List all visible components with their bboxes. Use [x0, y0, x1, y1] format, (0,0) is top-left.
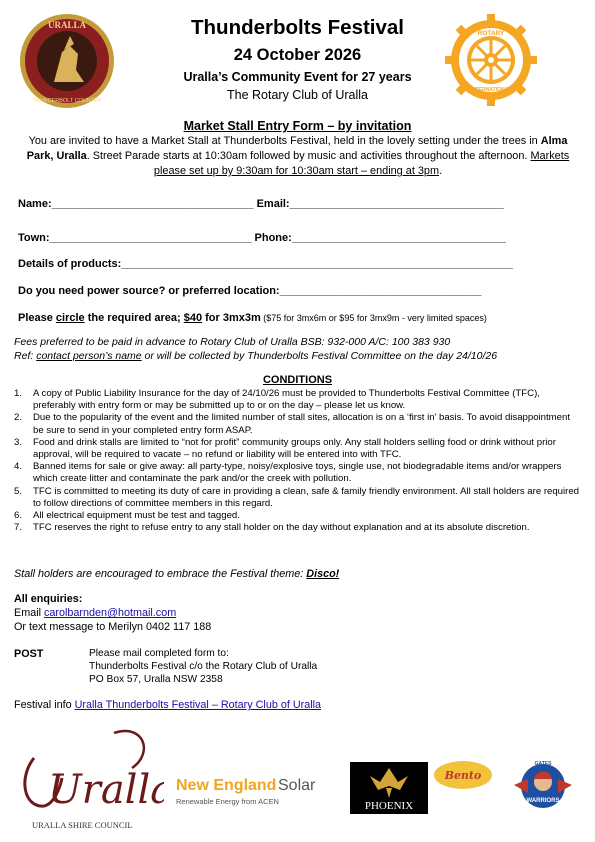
enquiries-title: All enquiries:: [14, 593, 83, 605]
badge-top-text: URALLA: [47, 20, 87, 30]
intro-location: Alma Park, Uralla: [26, 135, 568, 162]
condition-number: 2.: [14, 412, 23, 424]
uralla-wordmark: Uralla: [48, 767, 164, 813]
warriors-logo: [512, 755, 574, 817]
organiser: The Rotary Club of Uralla: [226, 88, 369, 102]
conditions-list: [14, 388, 582, 534]
solar-name-1: New England: [176, 777, 277, 794]
town-label: Town:: [18, 232, 50, 244]
badge-bottom-text: THUNDERBOLT COUNTRY: [32, 98, 102, 104]
condition-item: [14, 486, 582, 510]
event-subtitle: Uralla’s Community Event for 27 years: [183, 70, 412, 84]
condition-number: 1.: [14, 388, 23, 399]
bento-logo: [432, 757, 494, 793]
enquiries-email-line: [14, 606, 211, 620]
power-row: [18, 285, 578, 297]
condition-text: Food and drink stalls are limited to “not for profit” community groups only. Any stall holders selling food or drink without prior approval, will be required to vacate – no refund or liability will be entered into with TFC.: [33, 436, 556, 461]
condition-item: [14, 510, 582, 522]
conditions-title: CONDITIONS: [262, 374, 333, 386]
condition-text: A copy of Public Liability Insurance for the day of 24/10/26 must be provided to Thunderbolts Festival Committee (TFC), preferably with entry form or may be submitted up to or on the day – please let us know.: [33, 388, 540, 412]
condition-text: TFC is committed to meeting its duty of care in providing a clean, safe & family friendly environment. All stall holders are required to follow directions of committee members in this regard.: [33, 485, 580, 509]
condition-text: Due to the popularity of the event and the limited number of stall sites, allocation is on a ‘first in’ basis. To avoid disappointment be sure to send in your completed entry form ASAP.: [33, 412, 571, 436]
price-size: for 3mx3m: [202, 312, 261, 324]
solar-name-2: Solar: [278, 777, 316, 794]
price-circle: circle: [55, 312, 85, 324]
products-label: Details of products:: [18, 258, 122, 270]
rotary-bottom-text: INTERNATIONAL: [470, 87, 512, 93]
price-row: [18, 312, 487, 324]
theme-text: Stall holders are encouraged to embrace the Festival theme:: [14, 568, 307, 580]
new-england-solar-logo: [176, 772, 336, 812]
form-title: Market Stall Entry Form – by invitation: [183, 119, 412, 133]
bento-badge-icon: [432, 757, 494, 793]
email-field[interactable]: ___________________________________: [289, 198, 504, 210]
post-label: POST: [14, 648, 44, 660]
uralla-script-logo-icon: [14, 728, 164, 832]
condition-text: All electrical equipment must be test and tagged.: [33, 510, 240, 522]
email-link[interactable]: carolbarnden@hotmail.com: [44, 607, 177, 619]
condition-item: [14, 412, 582, 436]
warriors-badge-icon: [512, 755, 574, 817]
condition-item: [14, 461, 582, 485]
intro-setup-times: Markets please set up by 9:30am for 10:30am start – ending at 3pm: [153, 150, 570, 177]
condition-number: 3.: [14, 436, 23, 448]
condition-text: TFC reserves the right to refuse entry to any stall holder on the day without explanation and at its absolute discretion.: [33, 522, 530, 534]
power-label: Do you need power source? or preferred location:: [18, 285, 280, 297]
ref-contact: contact person’s name: [36, 350, 142, 362]
page-title: Thunderbolts Festival: [191, 16, 404, 39]
condition-number: 6.: [14, 510, 23, 522]
warriors-wordmark: WARRIORS: [526, 798, 560, 804]
phoenix-bird-icon: [350, 762, 428, 814]
condition-number: 7.: [14, 522, 23, 534]
price-main[interactable]: $40: [183, 312, 203, 324]
name-email-row: [18, 198, 578, 210]
post-address: [89, 648, 317, 686]
price-required: the required area;: [84, 312, 184, 324]
intro-end: .: [439, 165, 443, 177]
fees-line-1: Fees preferred to be paid in advance to Rotary Club of Uralla BSB: 932-000 A/C: 100 383 930: [14, 336, 451, 348]
intro-text-2: . Street Parade starts at 10:30am followed by music and activities throughout the afternoon.: [86, 150, 531, 162]
price-please: Please: [18, 312, 56, 324]
festival-info-prefix: Festival info: [14, 699, 75, 711]
products-field[interactable]: ________________________________________________________________: [121, 258, 513, 270]
fees-note: [14, 335, 584, 363]
bento-wordmark: Bento: [444, 769, 482, 782]
price-options: ($75 for 3mx6m or $95 for 3mx9m - very limited spaces): [260, 313, 487, 323]
solar-tagline: Renewable Energy from ACEN: [176, 797, 279, 806]
phoenix-logo: [350, 762, 428, 814]
town-field[interactable]: _________________________________: [49, 232, 252, 244]
festival-info-link[interactable]: Uralla Thunderbolts Festival – Rotary Club of Uralla: [74, 699, 322, 711]
phoenix-wordmark: PHOENIX: [364, 800, 414, 812]
enquiries: [14, 592, 211, 634]
theme-value: Disco!: [306, 568, 340, 580]
email-label: Email:: [256, 198, 290, 210]
event-date: 24 October 2026: [233, 46, 362, 64]
uralla-shire-logo: [14, 728, 164, 832]
ref-suffix: or will be collected by Thunderbolts Festival Committee on the day 24/10/26: [141, 350, 498, 362]
condition-item: [14, 437, 582, 461]
town-phone-row: [18, 232, 578, 244]
enquiries-text-line: Or text message to Merilyn 0402 117 188: [14, 621, 212, 633]
email-prefix: Email: [14, 607, 44, 619]
warriors-top-text: GATES: [534, 761, 552, 767]
solar-logo-icon: [176, 772, 336, 812]
name-field[interactable]: _________________________________: [51, 198, 254, 210]
fees-line-2: [14, 349, 584, 363]
condition-item: [14, 388, 582, 412]
uralla-caption: URALLA SHIRE COUNCIL: [32, 820, 133, 830]
phone-label: Phone:: [254, 232, 292, 244]
products-row: [18, 258, 578, 270]
intro-text-1: You are invited to have a Market Stall at Thunderbolts Festival, held in the lovely setting under the trees in: [28, 135, 541, 147]
festival-info: [14, 699, 321, 711]
condition-item: [14, 522, 582, 534]
power-field[interactable]: _________________________________: [279, 285, 482, 297]
post-line-3: PO Box 57, Uralla NSW 2358: [89, 673, 223, 685]
condition-number: 4.: [14, 461, 23, 473]
post-line-1: Please mail completed form to:: [89, 648, 229, 659]
post-line-2: Thunderbolts Festival c/o the Rotary Club of Uralla: [89, 660, 318, 672]
condition-number: 5.: [14, 485, 23, 497]
phone-field[interactable]: ___________________________________: [291, 232, 506, 244]
name-label: Name:: [18, 198, 52, 210]
rotary-top-text: ROTARY: [477, 30, 505, 37]
festival-theme: [14, 568, 339, 580]
ref-prefix: Ref:: [14, 350, 37, 362]
intro-paragraph: [14, 134, 582, 179]
condition-text: Banned items for sale or give away: all party-type, noisy/explosive toys, single use, not biodegradable items and/or wrappers which create litter and contaminate the park and/or the creek with pollution.: [33, 461, 562, 485]
